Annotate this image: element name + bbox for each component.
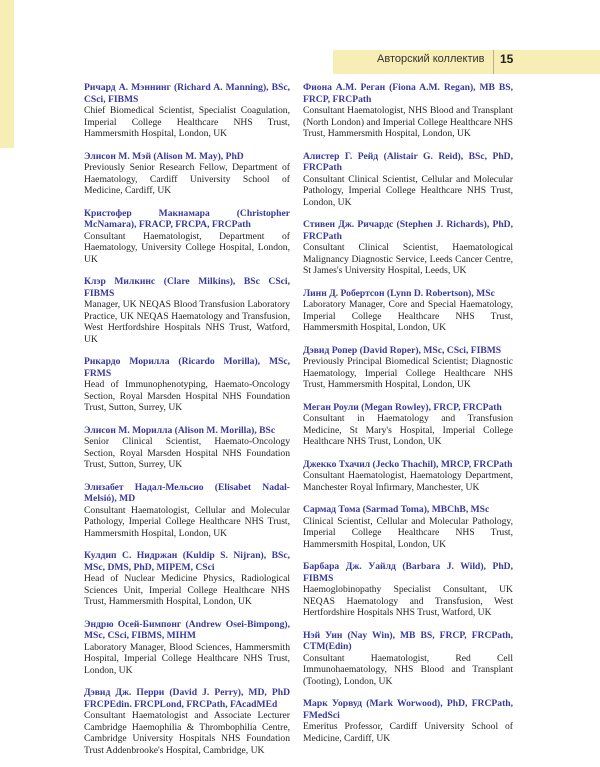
author-name: Джекко Тхачил (Jecko Thachil), MRCP, FRCPath [303,458,513,470]
side-color-tab [0,0,14,148]
author-entry [84,425,290,471]
author-affiliation: Consultant Haematologist, Cellular and Molecular Pathology, Imperial College Healthcare NHS Trust, Hammersmith Hospital, London, UK [84,504,290,539]
author-entry [303,504,513,550]
author-affiliation: Previously Senior Research Fellow, Department of Haematology, Cardiff University School of Medicine, Cardiff, UK [84,162,290,196]
author-entry [303,82,513,140]
author-name: Элисон М. Мэй (Alison M. May), PhD [84,150,244,162]
author-entry [84,619,290,677]
author-affiliation: Head of Nuclear Medicine Physics, Radiological Sciences Unit, Imperial College Healthcare NHS Trust, Hammersmith Hospital, London, UK [84,573,290,607]
author-affiliation: Consultant Haematologist, Red Cell Immunohaematology, NHS Blood and Transplant (Tooting), London, UK [303,652,513,687]
author-affiliation: Haemoglobinopathy Specialist Consultant, UK NEQAS Haematology and Transfusion, West Hertfordshire Hospitals NHS Trust, Watford, UK [303,584,513,618]
page-number: 15 [500,52,514,66]
author-entry [303,402,513,448]
author-entry [84,82,290,140]
header-divider [493,50,494,74]
author-entry [303,288,513,334]
author-name: Линн Д. Робертсон (Lynn D. Robertson), MSc [303,287,495,299]
author-name: Стивен Дж. Ричардс (Stephen J. Richards), PhD, FRCPath [303,219,513,242]
author-entry [303,345,513,391]
author-entry [303,459,513,494]
author-name: Дэвид Ропер (David Roper), MSc, CSci, FIBMS [303,344,502,356]
right-author-column [303,82,513,755]
author-affiliation: Previously Principal Biomedical Scientist; Diagnostic Haematology, Imperial College Healthcare NHS Trust, Hammersmith Hospital, London, UK [303,356,513,390]
author-affiliation: Laboratory Manager, Blood Sciences, Hammersmith Hospital, Imperial College Healthcare NHS Trust, London, UK [84,641,290,676]
author-name: Фиона А.М. Реган (Fiona A.M. Regan), MB BS, FRCP, FRCPath [303,82,513,105]
author-name: Дэвид Дж. Перри (David J. Perry), MD, PhD FRCPEdin. FRCPLond, FRCPath, FAcadMEd [84,687,290,710]
author-entry [303,698,513,744]
author-entry [303,219,513,277]
author-affiliation: Clinical Scientist, Cellular and Molecular Pathology, Imperial College Healthcare NHS Trust, Hammersmith Hospital, London, UK [303,515,513,550]
author-name: Эндрю Осей-Бимпонг (Andrew Osei-Bimpong), MSc, CSci, FIBMS, MIHM [84,618,290,641]
author-entry [84,687,290,756]
author-name: Марк Уорвуд (Mark Worwood), PhD, FRCPath, FMedSci [303,698,513,721]
author-name: Нэй Уин (Nay Win), MB BS, FRCP, FRCPath, CTM(Edin) [303,629,513,652]
author-name: Алистер Г. Рейд (Alistair G. Reid), BSc, PhD, FRCPath [303,150,513,173]
author-entry [303,561,513,619]
author-affiliation: Senior Clinical Scientist, Haemato-Oncology Section, Royal Marsden Hospital NHS Foundation Trust, Sutton, Surrey, UK [84,436,290,470]
author-affiliation: Consultant Clinical Scientist, Haematological Malignancy Diagnostic Service, Leeds Cancer Centre, St James's University Hospital, Leeds, UK [303,242,513,276]
author-entry [303,630,513,688]
author-name: Ричард А. Мэннинг (Richard A. Manning), BSc, CSci, FIBMS [84,82,290,105]
author-name: Сармад Тома (Sarmad Toma), MBChB, MSc [303,504,490,515]
author-entry [84,276,290,345]
author-name: Элизабет Надал-Мельсио (Elisabet Nadal-Melsió), MD [84,481,290,504]
author-entry [84,482,290,540]
author-name: Меган Роули (Megan Rowley), FRCP, FRCPath [303,401,502,413]
author-entry [84,151,290,197]
author-name: Элисон М. Морилла (Alison M. Morilla), BSc [84,424,276,436]
author-affiliation: Emeritus Professor, Cardiff University School of Medicine, Cardiff, UK [303,721,513,744]
author-entry [84,550,290,608]
author-affiliation: Consultant in Haematology and Transfusion Medicine, St Mary's Hospital, Imperial College Healthcare NHS Trust, London, UK [303,413,513,447]
author-affiliation: Consultant Haematologist, Haematology Department, Manchester Royal Infirmary, Manchester, UK [303,470,513,493]
author-affiliation: Consultant Clinical Scientist, Cellular and Molecular Pathology, Imperial College Healthcare NHS Trust, London, UK [303,173,513,208]
running-header-title: Авторский коллектив [377,53,485,65]
author-name: Кулдип С. Нидржан (Kuldip S. Nijran), BSc, MSc, DMS, PhD, MIPEM, CSci [84,550,290,573]
author-name: Барбара Дж. Уайлд (Barbara J. Wild), PhD, FIBMS [303,561,513,584]
author-name: Рикардо Морилла (Ricardo Morilla), MSc, FRMS [84,356,290,379]
author-name: Клэр Милкинс (Clare Milkins), BSc CSci, FIBMS [84,276,290,299]
left-author-column [84,82,290,767]
author-entry [84,356,290,414]
author-affiliation: Head of Immunophenotyping, Haemato-Oncology Section, Royal Marsden Hospital NHS Foundation Trust, Sutton, Surrey, UK [84,379,290,413]
author-affiliation: Consultant Haematologist and Associate Lecturer Cambridge Haemophilia & Thrombophilia Centre, Cambridge University Hospitals NHS Foundation Trust Addenbrooke's Hospital, Cambridge, UK [84,710,290,756]
author-name: Кристофер Макнамара (Christopher McNamara), FRACP, FRCPA, FRCPath [84,207,290,230]
author-entry [84,208,290,266]
author-affiliation: Consultant Haematologist, NHS Blood and Transplant (North London) and Imperial College Healthcare NHS Trust, Hammersmith Hospital, London, UK [303,105,513,139]
author-entry [303,151,513,209]
author-affiliation: Laboratory Manager, Core and Special Haematology, Imperial College Healthcare NHS Trust, Hammersmith Hospital, London, UK [303,299,513,333]
author-affiliation: Consultant Haematologist, Department of Haematology, University College Hospital, London, UK [84,230,290,265]
author-affiliation: Manager, UK NEQAS Blood Transfusion Laboratory Practice, UK NEQAS Haematology and Transfusion, West Hertfordshire Hospitals NHS Trust, Watford, UK [84,299,290,345]
author-affiliation: Chief Biomedical Scientist, Specialist Coagulation, Imperial College Healthcare NHS Trust, Hammersmith Hospital, London, UK [84,105,290,139]
